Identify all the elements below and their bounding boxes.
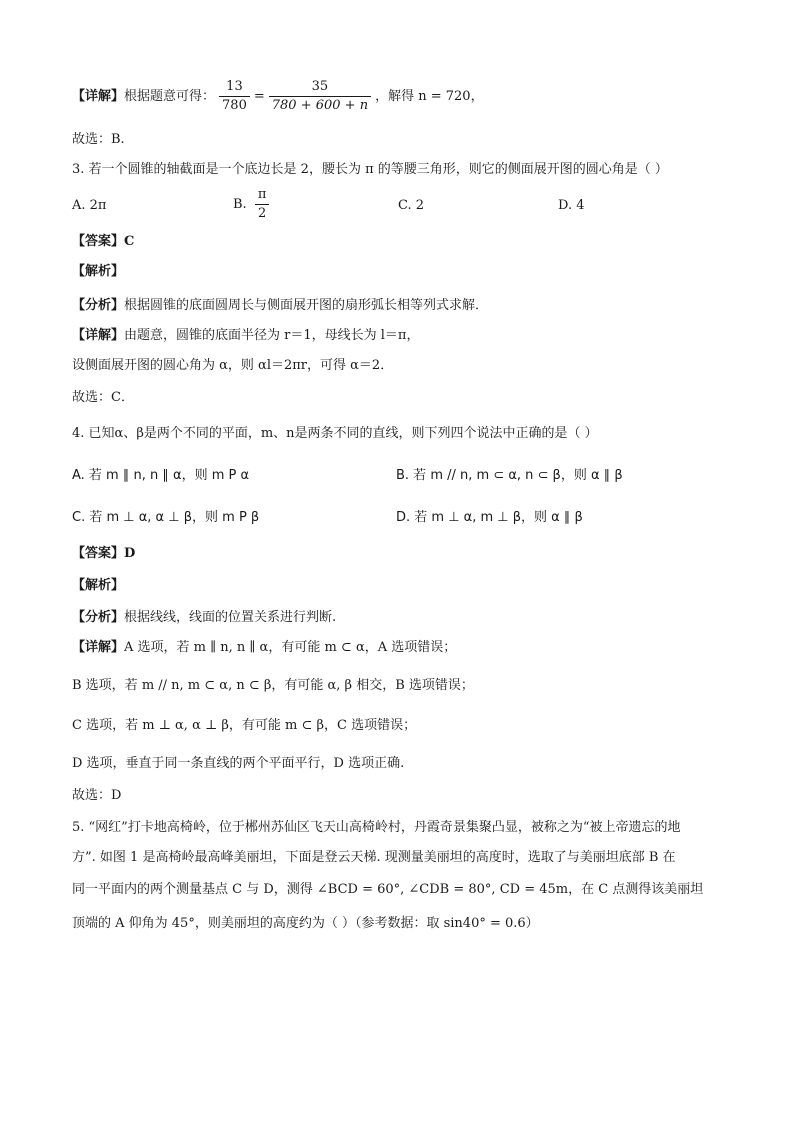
q3-xiangjie	[72, 326, 419, 346]
fenxi-text: 根据圆锥的底面圆周长与侧面展开图的扇形弧长相等列式求解．	[124, 298, 489, 313]
detail-line-1	[72, 78, 484, 115]
q4-line-d: D 选项，垂直于同一条直线的两个平面平行，D 选项正确.	[72, 756, 405, 771]
q4-line-b: B 选项，若 m // n, m ⊂ α, n ⊂ β，有可能 α, β 相交，B 选项错误；	[72, 678, 474, 693]
q3-stem: 3. 若一个圆锥的轴截面是一个底边长是 2，腰长为 π 的等腰三角形，则它的侧面展开图的圆心角是（ ）	[72, 162, 668, 177]
fraction-13-780	[219, 78, 250, 115]
fraction-denominator: 2	[257, 206, 267, 221]
q5-line-4: 顶端的 A 仰角为 45°，则美丽坦的高度约为（ ）（参考数据：取 sin40° = 0.6）	[72, 916, 539, 931]
xiangjie-tag: 【详解】	[72, 328, 125, 343]
q3-fenxi	[72, 296, 488, 316]
detail-tail: ，解得 n = 720，	[375, 89, 484, 104]
q4-xiangjie	[72, 638, 456, 658]
xiangjie-tag: 【详解】	[72, 640, 125, 655]
detail-tag: 【详解】	[72, 89, 125, 104]
q4-option-c: C. 若 m ⊥ α, α ⊥ β，则 m P β	[72, 510, 260, 525]
q4-analysis: 【解析】	[72, 578, 125, 593]
q4-fenxi	[72, 608, 336, 628]
q4-option-b: B. 若 m // n, m ⊂ α, n ⊂ β，则 α ∥ β	[396, 468, 623, 483]
q4-line-c: C 选项，若 m ⊥ α, α ⊥ β，有可能 m ⊂ β，C 选项错误；	[72, 718, 417, 733]
q3-option-a: A. 2π	[72, 198, 107, 213]
equals-sign: =	[253, 89, 265, 104]
q3-option-d: D. 4	[558, 198, 585, 213]
fraction-denominator: 780	[222, 98, 247, 113]
fenxi-tag: 【分析】	[72, 298, 125, 313]
detail-text: 根据题意可得：	[124, 89, 216, 104]
q3-line2: 设侧面展开图的圆心角为 α，则 αl＝2πr，可得 α＝2．	[72, 358, 394, 373]
fenxi-tag: 【分析】	[72, 610, 125, 625]
q4-stem: 4. 已知α、β是两个不同的平面，m、n是两条不同的直线，则下列四个说法中正确的是（ ）	[72, 426, 598, 441]
q4-answer: 【答案】D	[72, 546, 136, 561]
fraction-denominator: 780 + 600 + n	[271, 98, 369, 113]
choose-b: 故选：B.	[72, 132, 125, 147]
q5-line-2: 方”. 如图 1 是高椅岭最高峰美丽坦，下面是登云天梯. 现测量美丽坦的高度时，选取了与美丽坦底部 B 在	[72, 850, 676, 865]
q3-option-c: C. 2	[398, 198, 425, 213]
xiangjie-text: A 选项，若 m ∥ n, n ∥ α，有可能 m ⊂ α，A 选项错误；	[124, 640, 457, 655]
q3-answer: 【答案】C	[72, 234, 135, 249]
q4-option-d: D. 若 m ⊥ α, m ⊥ β，则 α ∥ β	[396, 510, 583, 525]
fraction-35	[269, 78, 371, 115]
q3-option-b	[233, 186, 273, 223]
q5-line-1: 5. “网红”打卡地高椅岭，位于郴州苏仙区飞天山高椅岭村，丹霞奇景集聚凸显，被称之为“被上帝遗忘的地	[72, 820, 681, 835]
q4-option-a: A. 若 m ∥ n, n ∥ α，则 m P α	[72, 468, 250, 483]
fenxi-text: 根据线线，线面的位置关系进行判断.	[124, 610, 337, 625]
fraction-numerator: 13	[219, 78, 250, 97]
xiangjie-text: 由题意，圆锥的底面半径为 r＝1，母线长为 l＝π，	[124, 328, 420, 343]
q3-analysis: 【解析】	[72, 264, 125, 279]
q5-line-3: 同一平面内的两个测量基点 C 与 D，测得 ∠BCD = 60°, ∠CDB = 80°, CD = 45m，在 C 点测得该美丽坦	[72, 882, 704, 897]
q3-choose: 故选：C．	[72, 390, 134, 405]
q3-option-b-label: B.	[233, 197, 247, 212]
fraction-numerator: π	[255, 186, 270, 205]
fraction-numerator: 35	[269, 78, 371, 97]
fraction-pi-over-2	[255, 186, 270, 223]
q4-choose: 故选：D	[72, 788, 122, 803]
